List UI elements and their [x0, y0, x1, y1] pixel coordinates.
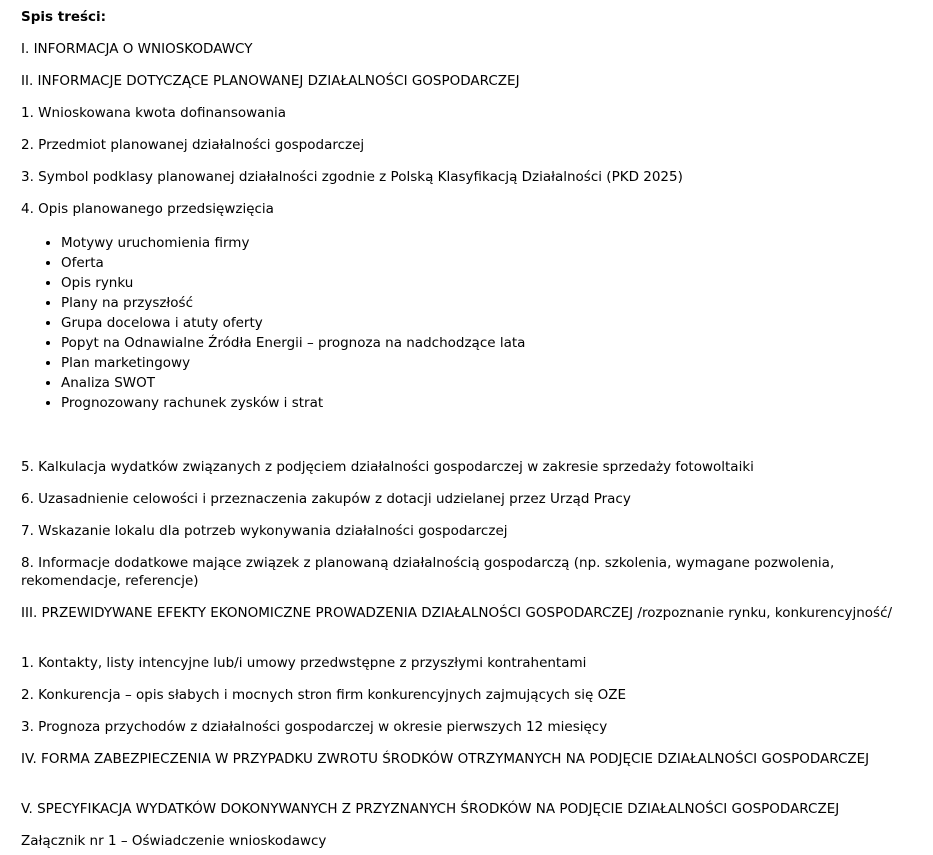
- list-item: • Analiza SWOT: [61, 373, 921, 393]
- list-item: • Popyt na Odnawialne Źródła Energii – prognoza na nadchodzące lata: [61, 333, 921, 353]
- toc-item-2-6: 6. Uzasadnienie celowości i przeznaczenia zakupów z dotacji udzielanej przez Urząd Pracy: [21, 491, 631, 507]
- toc-attachment-1: Załącznik nr 1 – Oświadczenie wnioskodawcy: [21, 833, 327, 849]
- toc-section-3: III. PRZEWIDYWANE EFEKTY EKONOMICZNE PROWADZENIA DZIAŁALNOŚCI GOSPODARCZEJ /rozpoznanie rynku, konkurencyjność/: [21, 605, 893, 621]
- toc-title: Spis treści:: [21, 9, 107, 25]
- list-item: • Motywy uruchomienia firmy: [61, 233, 921, 253]
- toc-section-1: I. INFORMACJA O WNIOSKODAWCY: [21, 41, 253, 57]
- toc-item-2-2: 2. Przedmiot planowanej działalności gospodarczej: [21, 137, 365, 153]
- list-item: • Oferta: [61, 253, 921, 273]
- list-item: • Grupa docelowa i atuty oferty: [61, 313, 921, 333]
- toc-item-2-5: 5. Kalkulacja wydatków związanych z podjęciem działalności gospodarczej w zakresie sprzedaży fotowoltaiki: [21, 459, 754, 475]
- toc-item-2-1: 1. Wnioskowana kwota dofinansowania: [21, 105, 287, 121]
- toc-section-5: V. SPECYFIKACJA WYDATKÓW DOKONYWANYCH Z PRZYZNANYCH ŚRODKÓW NA PODJĘCIE DZIAŁALNOŚCI GOSPODARCZEJ: [21, 801, 840, 817]
- project-description-list: [21, 233, 921, 413]
- toc-section-4: IV. FORMA ZABEZPIECZENIA W PRZYPADKU ZWROTU ŚRODKÓW OTRZYMANYCH NA PODJĘCIE DZIAŁALNOŚCI GOSPODARCZEJ: [21, 751, 870, 767]
- toc-item-3-3: 3. Prognoza przychodów z działalności gospodarczej w okresie pierwszych 12 miesięcy: [21, 719, 608, 735]
- list-item: • Prognozowany rachunek zysków i strat: [61, 393, 921, 413]
- toc-item-2-4: 4. Opis planowanego przedsięwzięcia: [21, 201, 274, 217]
- toc-item-3-1: 1. Kontakty, listy intencyjne lub/i umowy przedwstępne z przyszłymi kontrahentami: [21, 655, 587, 671]
- toc-item-2-7: 7. Wskazanie lokalu dla potrzeb wykonywania działalności gospodarczej: [21, 523, 508, 539]
- toc-item-2-8: 8. Informacje dodatkowe mające związek z planowaną działalnością gospodarczą (np. szkolenia, wymagane pozwolenia, rekomendacje, referencje): [21, 555, 835, 589]
- toc-section-2: II. INFORMACJE DOTYCZĄCE PLANOWANEJ DZIAŁALNOŚCI GOSPODARCZEJ: [21, 73, 520, 89]
- list-item: • Plan marketingowy: [61, 353, 921, 373]
- toc-item-3-2: 2. Konkurencja – opis słabych i mocnych stron firm konkurencyjnych zajmujących się OZE: [21, 687, 627, 703]
- list-item: • Plany na przyszłość: [61, 293, 921, 313]
- toc-item-2-3: 3. Symbol podklasy planowanej działalności zgodnie z Polską Klasyfikacją Działalności (PKD 2025): [21, 169, 683, 185]
- list-item: • Opis rynku: [61, 273, 921, 293]
